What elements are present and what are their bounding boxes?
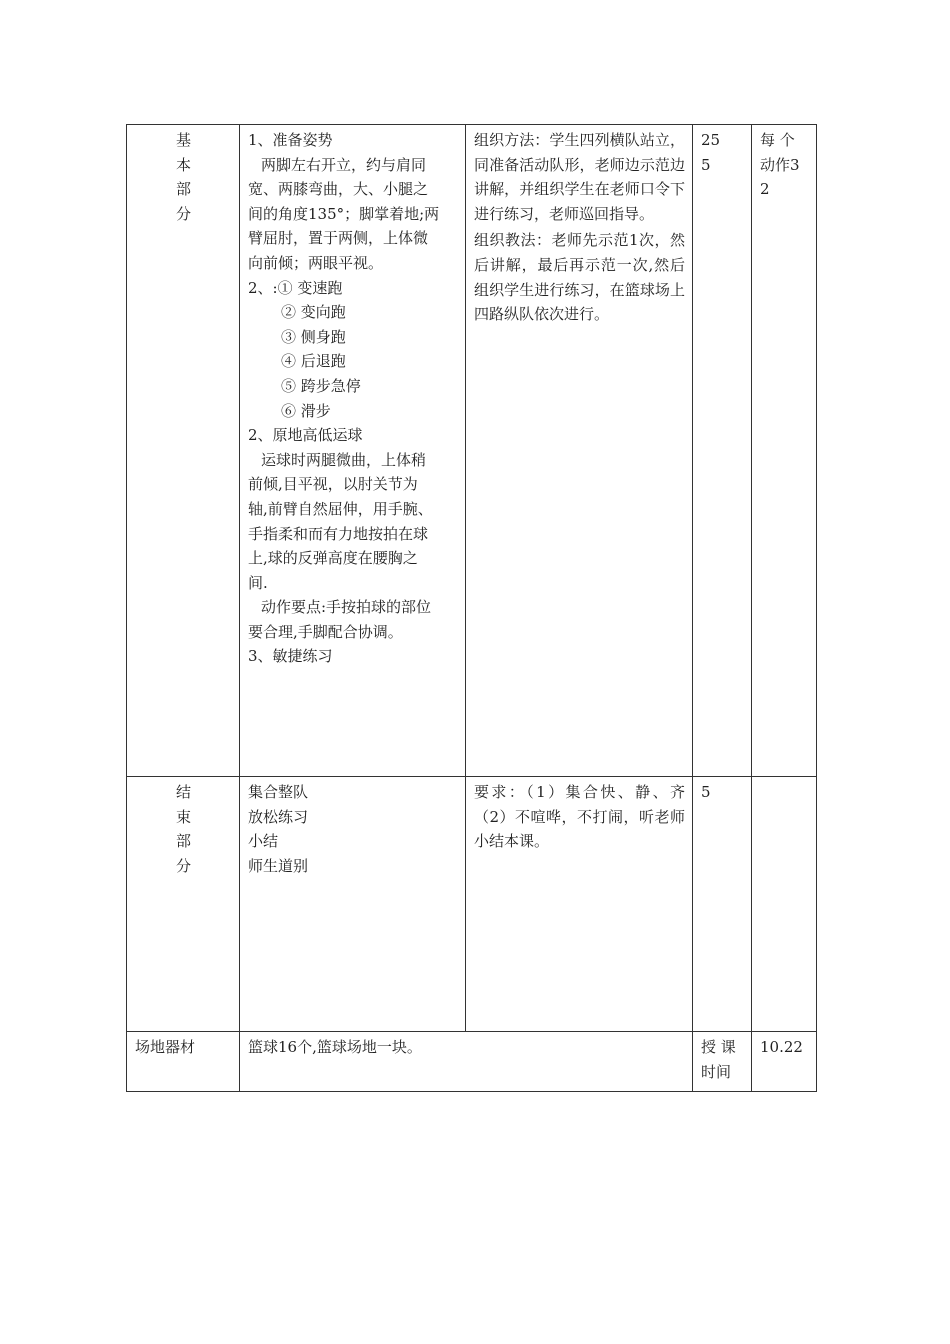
label-char: 分 — [175, 204, 191, 223]
content-line: 3、敏捷练习 — [248, 647, 333, 666]
content-line: 臂屈肘，置于两侧，上体微 — [248, 229, 429, 248]
content-line: ③ 侧身跑 — [281, 327, 346, 346]
basic-section-count — [752, 125, 817, 777]
end-section-time: 5 — [693, 777, 752, 1032]
content-line: 间的角度135°；脚掌着地;两 — [248, 204, 440, 223]
label-char: 束 — [175, 807, 191, 826]
equipment-label: 场地器材 — [127, 1032, 240, 1092]
content-line: 宽、两膝弯曲，大、小腿之 — [248, 180, 429, 199]
basic-section-label — [127, 125, 240, 777]
content-line: 集合整队 — [248, 783, 309, 801]
content-line: ⑤ 跨步急停 — [281, 376, 361, 395]
content-line: 运球时两腿微曲，上体稍 — [261, 450, 427, 469]
content-line: 间. — [248, 573, 268, 592]
content-line: ⑥ 滑步 — [281, 401, 331, 420]
time-label-line: 授 课 — [701, 1038, 736, 1056]
content-line: 放松练习 — [248, 807, 309, 826]
method-paragraph: 组织教法：老师先示范1次，然后讲解，最后再示范一次,然后组织学生进行练习，在篮球场上四路纵队依次进行。 — [474, 231, 685, 324]
label-char: 本 — [175, 155, 191, 174]
basic-section-row — [127, 125, 817, 777]
end-section-row — [127, 777, 817, 1032]
lesson-time-label — [693, 1032, 752, 1092]
end-section-count — [752, 777, 817, 1032]
content-line: 1、准备姿势 — [248, 131, 333, 149]
label-char: 部 — [175, 832, 191, 851]
lesson-plan-table — [126, 124, 817, 1092]
content-line: 2、:① 变速跑 — [248, 278, 343, 297]
content-line: 上,球的反弹高度在腰胸之 — [248, 549, 418, 568]
label-char: 基 — [175, 131, 191, 149]
end-section-content — [240, 777, 466, 1032]
count-line: 动作3 — [760, 155, 800, 174]
count-line: 2 — [760, 180, 770, 199]
lesson-date: 10.22 — [752, 1032, 817, 1092]
content-line: ② 变向跑 — [281, 303, 346, 322]
time-line: 5 — [701, 155, 711, 174]
content-line: 师生道别 — [248, 856, 309, 875]
equipment-value: 篮球16个,篮球场地一块。 — [240, 1032, 693, 1092]
content-line: 前倾,目平视，以肘关节为 — [248, 475, 418, 494]
label-char: 部 — [175, 180, 191, 199]
time-label-line: 时间 — [701, 1062, 732, 1081]
content-line: 向前倾；两眼平视。 — [248, 253, 384, 272]
content-line: 2、原地高低运球 — [248, 426, 363, 445]
content-line: 小结 — [248, 832, 279, 851]
label-char: 分 — [175, 856, 191, 875]
basic-section-method — [466, 125, 693, 777]
content-line: 动作要点:手按拍球的部位 — [261, 598, 432, 617]
end-section-requirement — [466, 777, 693, 1032]
content-line: ④ 后退跑 — [281, 352, 346, 371]
footer-row — [127, 1032, 817, 1092]
requirement-text: 要求：（1）集合快、静、齐 （2）不喧哗，不打闹，听老师小结本课。 — [474, 783, 685, 851]
basic-section-time — [693, 125, 752, 777]
content-line: 两脚左右开立，约与肩同 — [261, 155, 427, 174]
content-line: 手指柔和而有力地按拍在球 — [248, 524, 429, 543]
basic-section-content — [240, 125, 466, 777]
content-line: 要合理,手脚配合协调。 — [248, 622, 403, 641]
end-section-label — [127, 777, 240, 1032]
content-line: 轴,前臂自然屈伸，用手腕、 — [248, 499, 433, 518]
method-paragraph: 组织方法：学生四列横队站立，同准备活动队形，老师边示范边讲解，并组织学生在老师口令下进行练习，老师巡回指导。 — [474, 131, 685, 223]
time-line: 25 — [701, 131, 721, 149]
count-line: 每 个 — [760, 131, 795, 149]
label-char: 结 — [175, 783, 191, 801]
